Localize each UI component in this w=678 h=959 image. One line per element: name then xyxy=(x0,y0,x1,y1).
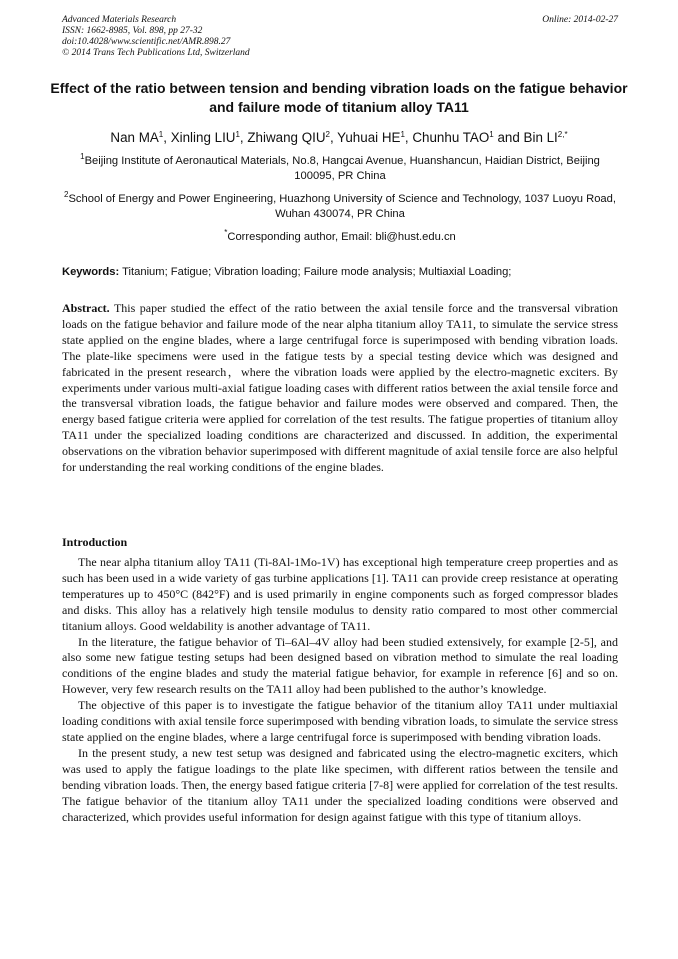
author-name: Bin LI xyxy=(523,130,558,145)
author-affiliation-mark: 1 xyxy=(235,130,240,140)
author-separator: , xyxy=(404,130,413,145)
corresponding-author xyxy=(62,230,618,245)
paragraph: The objective of this paper is to investigate the fatigue behavior of the titanium alloy TA11 under multiaxial loading conditions with axial tensile force superimposed with bending vibration loads, to simulate the service stress state applied on the engine blades, where a large centrifugal force is superimposed with bending vibration loads. xyxy=(62,698,618,744)
author-affiliation-mark: 1 xyxy=(400,130,405,140)
paragraph: In the literature, the fatigue behavior of Ti–6Al–4V alloy had been studied extensively, for example [2-5], and also some new fatigue testing setups had been designed based on vibration method to simulate the real loading conditions of the engine blades and study the material fatigue behavior, for example in reference [6] and so on. However, very few research results on the TA11 alloy had been published to the author’s knowledge. xyxy=(62,634,618,697)
author-name: Chunhu TAO xyxy=(412,130,490,145)
keywords-text: Titanium; Fatigue; Vibration loading; Failure mode analysis; Multiaxial Loading; xyxy=(122,266,512,278)
abstract-text: This paper studied the effect of the ratio between the axial tensile force and the transversal vibration loads on the fatigue behavior and failure mode of the near alpha titanium alloy TA11, to simulate the service stress state applied on the engine blades, where a large centrifugal force is superimposed with bending vibration loads. The plate-like specimens were used in the fatigue tests by a special testing device which was designed and fabricated in the present research，where the vibration loads were applied by the electro-magnetic exciters. By experiments under various multi-axial fatigue loading cases with different ratios between the axial tensile force and the transversal vibration loads, the fatigue behavior and failure modes were observed and compared. Then, the energy based fatigue criteria were applied for correlation of the test results. The fatigue properties of titanium alloy TA11 under the specialized loading conditions are characterized and discussed. In addition, the experimental observations on the vibration behavior superimposed with different magnitude of axial tensile force are also helpful for understanding the real working conditions of the engine blades. xyxy=(62,301,618,475)
author-affiliation-mark: 1 xyxy=(158,130,164,140)
abstract xyxy=(62,301,618,476)
keywords-label: Keywords: xyxy=(62,266,120,278)
introduction-body xyxy=(62,555,618,825)
paragraph: The near alpha titanium alloy TA11 (Ti-8Al-1Mo-1V) has exceptional high temperature creep properties and as such has been used in a wide variety of gas turbine applications [1]. TA11 can provide creep resistance at operating temperatures up to 450°C (842°F) and is used primarily in engine components such as forged compressor blades and disks. This alloy has a relatively high tensile modulus to density ratio compared to most other commercial titanium alloys. Good weldability is another advantage of TA11. xyxy=(62,555,618,633)
journal-doi: doi:10.4028/www.scientific.net/AMR.898.27 xyxy=(62,37,231,47)
affiliation-2 xyxy=(62,192,618,222)
author-separator: and xyxy=(493,130,524,145)
paper-title: Effect of the ratio between tension and bending vibration loads on the fatigue behavior and failure mode of titanium alloy TA11 xyxy=(50,80,628,115)
author-affiliation-mark: 1 xyxy=(489,130,494,140)
author-separator: , xyxy=(163,130,171,145)
abstract-label: Abstract. xyxy=(62,301,110,315)
author-affiliation-mark: 2,* xyxy=(557,130,568,140)
keywords xyxy=(62,265,618,280)
affiliation-text: School of Energy and Power Engineering, Huazhong University of Science and Technology, 1037 Luoyu Road, Wuhan 430074, PR China xyxy=(68,193,616,220)
author-separator: , xyxy=(329,130,338,145)
author-name: Yuhuai HE xyxy=(337,130,401,145)
author-affiliation-mark: 2 xyxy=(325,130,330,140)
journal-issn: ISSN: 1662-8985, Vol. 898, pp 27-32 xyxy=(62,26,203,36)
author-name: Xinling LIU xyxy=(170,130,236,145)
corresponding-author-text: Corresponding author, Email: bli@hust.edu.cn xyxy=(227,231,456,243)
author-list xyxy=(30,129,648,147)
author-name: Nan MA xyxy=(110,130,159,145)
paragraph: In the present study, a new test setup was designed and fabricated using the electro-magnetic exciters, which was used to apply the fatigue loadings to the plate like specimen, with different ratios between the tensile and bending vibration loads. Then, the energy based fatigue criteria [7-8] were applied for correlation of the test results. The fatigue behavior of the titanium alloy TA11 under the specialized loading conditions were observed and characterized, which provides useful information for design against fatigue with this type of titanium alloys. xyxy=(62,745,618,824)
affiliation-mark: 2 xyxy=(64,190,69,200)
author-separator: , xyxy=(239,130,248,145)
online-date: Online: 2014-02-27 xyxy=(542,15,618,25)
journal-header xyxy=(62,15,618,59)
journal-name: Advanced Materials Research xyxy=(62,15,177,25)
affiliation-mark: * xyxy=(224,228,228,238)
author-name: Zhiwang QIU xyxy=(247,130,326,145)
affiliation-1 xyxy=(62,154,618,184)
section-heading: Introduction xyxy=(62,535,128,549)
affiliation-mark: 1 xyxy=(80,152,85,162)
journal-copyright: © 2014 Trans Tech Publications Ltd, Switzerland xyxy=(62,48,250,58)
affiliation-text: Beijing Institute of Aeronautical Materials, No.8, Hangcai Avenue, Huanshancun, Haidian District, Beijing 100095, PR China xyxy=(84,155,600,182)
